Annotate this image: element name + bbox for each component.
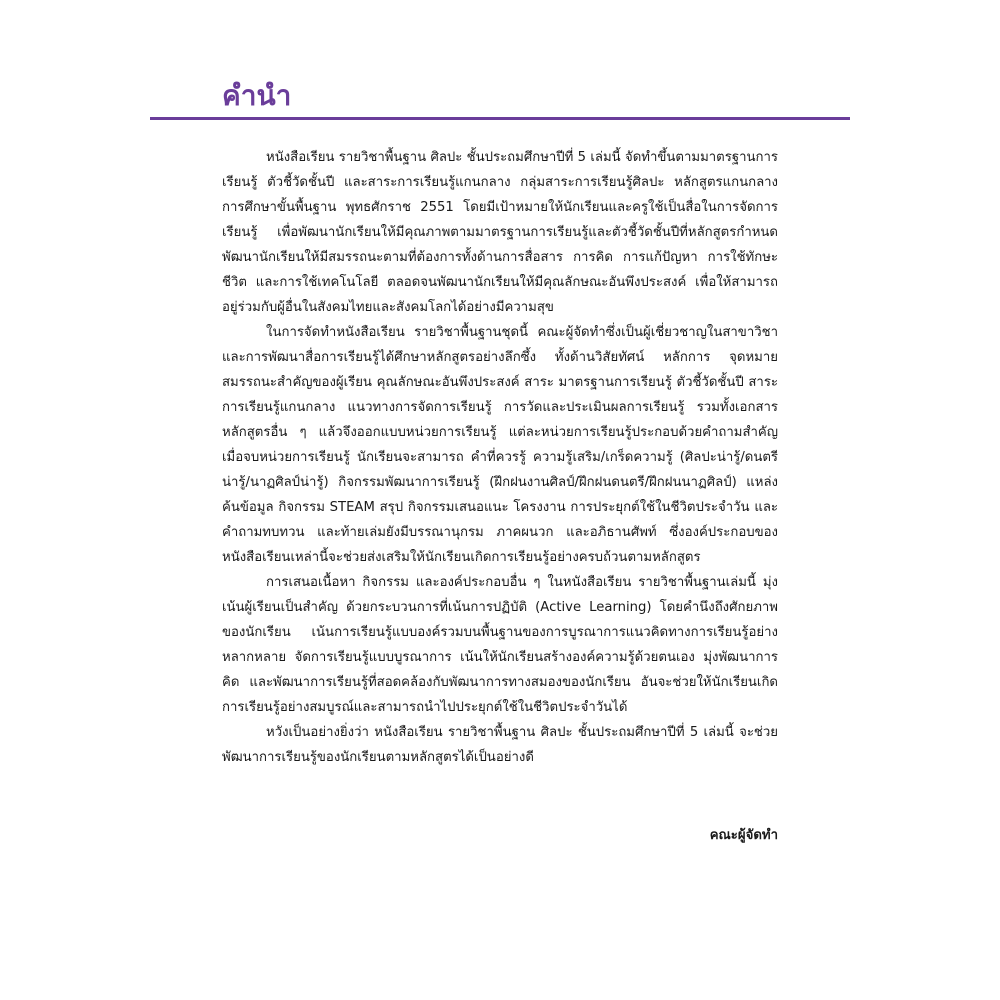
- signature: คณะผู้จัดทำ: [709, 828, 778, 843]
- paragraph-closing: หวังเป็นอย่างยิ่งว่า หนังสือเรียน รายวิชาพื้นฐาน ศิลปะ ชั้นประถมศึกษาปีที่ 5 เล่มนี้ จะช่วยพัฒนาการเรียนรู้ของนักเรียนตามหลักสูตรได้เป็นอย่างดี: [222, 725, 778, 765]
- preface-body: [222, 145, 778, 770]
- paragraph-approach: การเสนอเนื้อหา กิจกรรม และองค์ประกอบอื่น ๆ ในหนังสือเรียน รายวิชาพื้นฐานเล่มนี้ มุ่งเน้นผู้เรียนเป็นสำคัญ ด้วยกระบวนการที่เน้นการปฏิบัติ (Active Learning) โดยคำนึงถึงศักยภาพของนักเรียน เน้นการเรียนรู้แบบองค์รวมบนพื้นฐานของการบูรณาการแนวคิดทางการเรียนรู้อย่างหลากหลาย จัดการเรียนรู้แบบบูรณาการ เน้นให้นักเรียนสร้างองค์ความรู้ด้วยตนเอง มุ่งพัฒนาการคิด และพัฒนาการเรียนรู้ที่สอดคล้องกับพัฒนาการทางสมองของนักเรียน อันจะช่วยให้นักเรียนเกิดการเรียนรู้อย่างสมบูรณ์และสามารถนำไปประยุกต์ใช้ในชีวิตประจำวันได้: [222, 575, 778, 715]
- title-divider: [150, 117, 850, 120]
- paragraph-development: ในการจัดทำหนังสือเรียน รายวิชาพื้นฐานชุดนี้ คณะผู้จัดทำซึ่งเป็นผู้เชี่ยวชาญในสาขาวิชาและการพัฒนาสื่อการเรียนรู้ได้ศึกษาหลักสูตรอย่างลึกซึ้ง ทั้งด้านวิสัยทัศน์ หลักการ จุดหมาย สมรรถนะสำคัญของผู้เรียน คุณลักษณะอันพึงประสงค์ สาระ มาตรฐานการเรียนรู้ ตัวชี้วัดชั้นปี สาระการเรียนรู้แกนกลาง แนวทางการจัดการเรียนรู้ การวัดและประเมินผลการเรียนรู้ รวมทั้งเอกสารหลักสูตรอื่น ๆ แล้วจึงออกแบบหน่วยการเรียนรู้ แต่ละหน่วยการเรียนรู้ประกอบด้วยคำถามสำคัญ เมื่อจบหน่วยการเรียนรู้ นักเรียนจะสามารถ คำที่ควรรู้ ความรู้เสริม/เกร็ดความรู้ (ศิลปะน่ารู้/ดนตรีน่ารู้/นาฏศิลป์น่ารู้) กิจกรรมพัฒนาการเรียนรู้ (ฝึกฝนงานศิลป์/ฝึกฝนดนตรี/ฝึกฝนนาฏศิลป์) แหล่งค้นข้อมูล กิจกรรม STEAM สรุป กิจกรรมเสนอแนะ โครงงาน การประยุกต์ใช้ในชีวิตประจำวัน และคำถามทบทวน และท้ายเล่มยังมีบรรณานุกรม ภาคผนวก และอภิธานศัพท์ ซึ่งองค์ประกอบของหนังสือเรียนเหล่านี้จะช่วยส่งเสริมให้นักเรียนเกิดการเรียนรู้อย่างครบถ้วนตามหลักสูตร: [222, 325, 778, 565]
- page-title: คำนำ: [222, 79, 292, 112]
- paragraph-intro: หนังสือเรียน รายวิชาพื้นฐาน ศิลปะ ชั้นประถมศึกษาปีที่ 5 เล่มนี้ จัดทำขึ้นตามมาตรฐานการเรียนรู้ ตัวชี้วัดชั้นปี และสาระการเรียนรู้แกนกลาง กลุ่มสาระการเรียนรู้ศิลปะ หลักสูตรแกนกลางการศึกษาขั้นพื้นฐาน พุทธศักราช 2551 โดยมีเป้าหมายให้นักเรียนและครูใช้เป็นสื่อในการจัดการเรียนรู้ เพื่อพัฒนานักเรียนให้มีคุณภาพตามมาตรฐานการเรียนรู้และตัวชี้วัดชั้นปีที่หลักสูตรกำหนด พัฒนานักเรียนให้มีสมรรถนะตามที่ต้องการทั้งด้านการสื่อสาร การคิด การแก้ปัญหา การใช้ทักษะชีวิต และการใช้เทคโนโลยี ตลอดจนพัฒนานักเรียนให้มีคุณลักษณะอันพึงประสงค์ เพื่อให้สามารถอยู่ร่วมกับผู้อื่นในสังคมไทยและสังคมโลกได้อย่างมีความสุข: [222, 150, 778, 315]
